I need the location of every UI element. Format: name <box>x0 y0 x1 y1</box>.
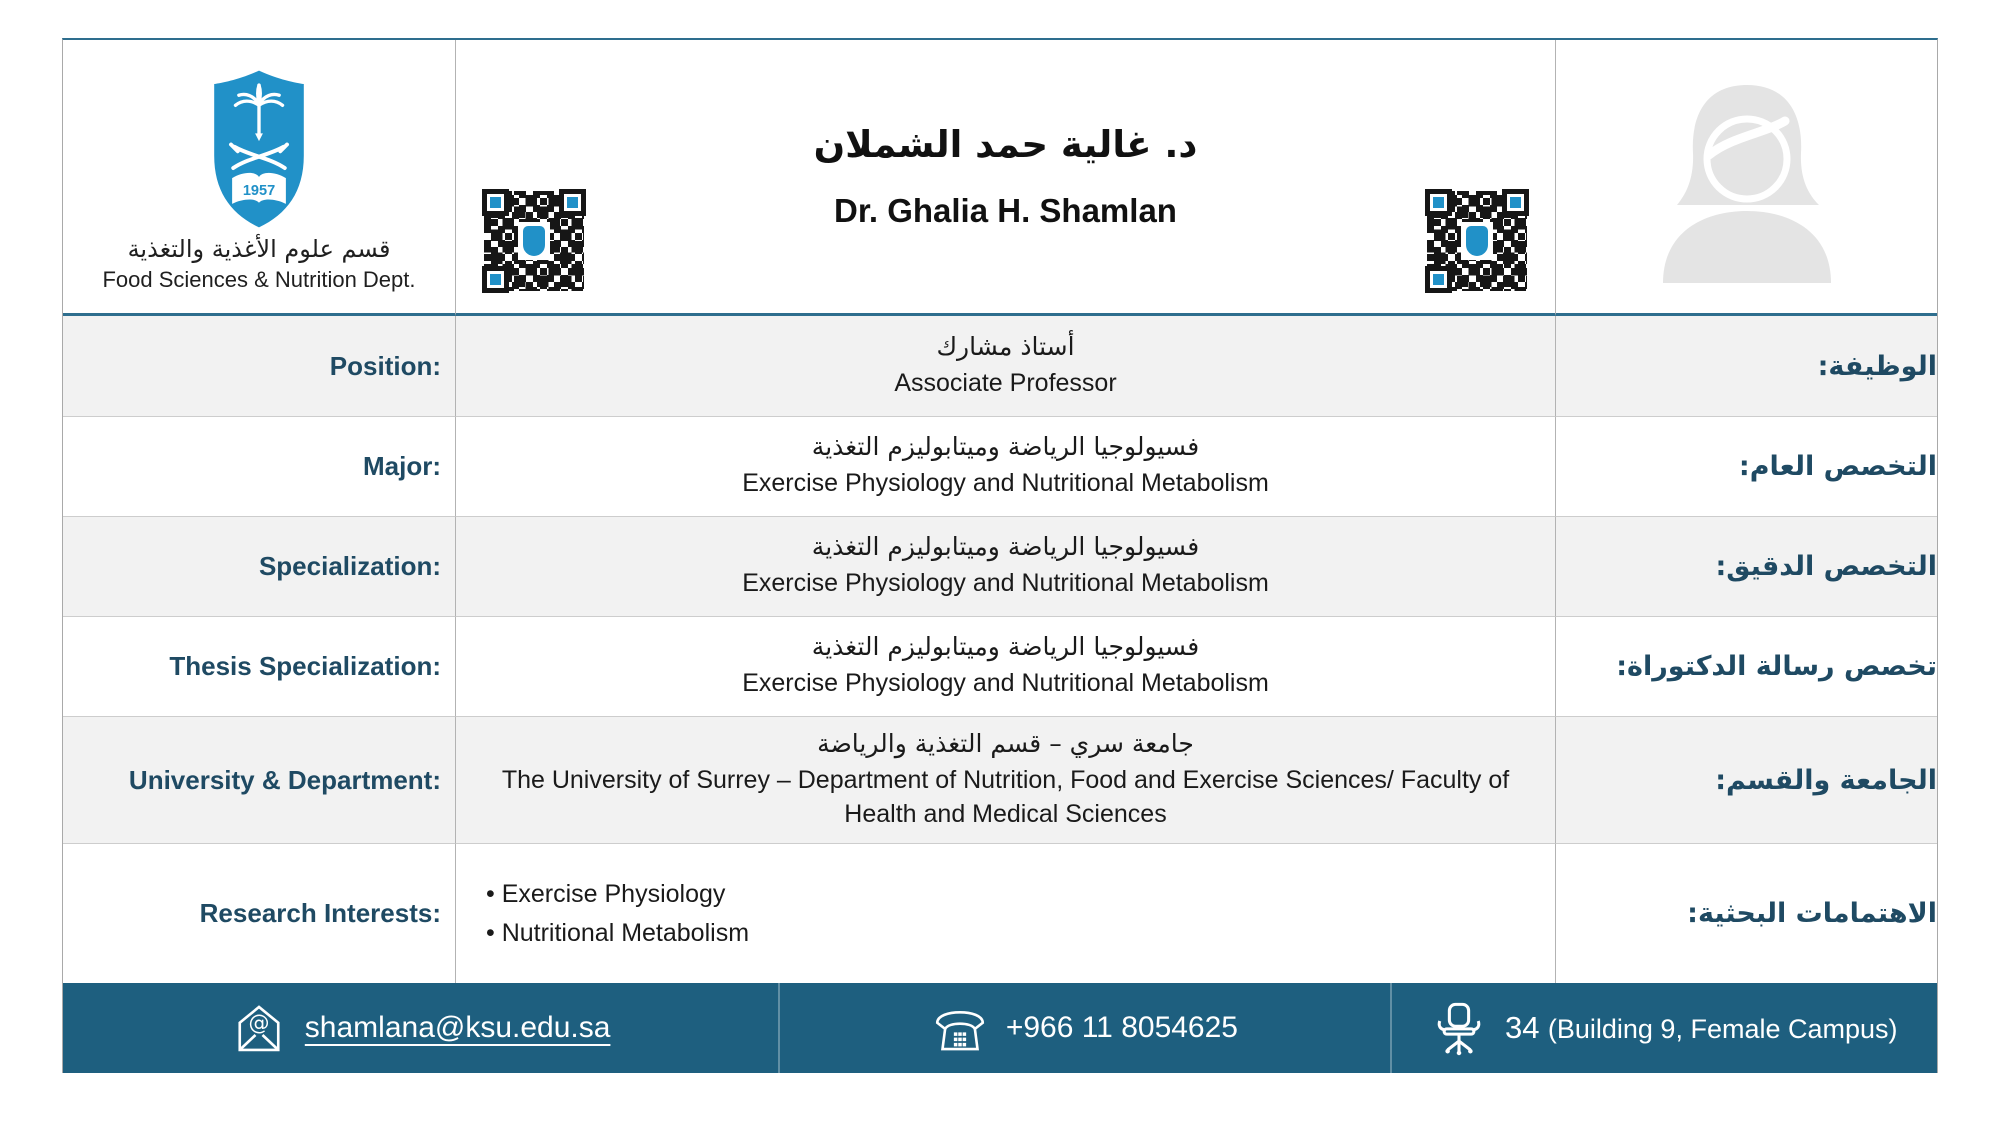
profile-table <box>63 40 1937 983</box>
qr-code-right <box>1421 185 1533 297</box>
header-department-cell <box>63 40 455 316</box>
value-arabic: فسيولوجيا الرياضة وميتابوليزم التغذية <box>811 632 1200 662</box>
value-english: Exercise Physiology and Nutritional Metabolism <box>742 669 1269 698</box>
row-label-university-ar: الجامعة والقسم: <box>1555 716 1937 843</box>
faculty-name-block <box>590 123 1421 230</box>
department-name-english: Food Sciences & Nutrition Dept. <box>102 266 416 292</box>
row-value-thesis <box>455 616 1555 716</box>
faculty-profile-card <box>62 38 1938 1073</box>
contact-bar <box>63 983 1937 1073</box>
qr-code-left <box>478 185 590 297</box>
faculty-name-arabic: د. غالية حمد الشملان <box>813 123 1198 166</box>
office-chair-icon <box>1431 1000 1487 1056</box>
qr-finder-icon <box>559 189 586 216</box>
department-name-arabic: قسم علوم الأغذية والتغذية <box>127 234 391 263</box>
value-english: The University of Surrey – Department of Nutrition, Food and Exercise Sciences/ Faculty of Health and Medical Sciences <box>501 765 1510 828</box>
row-label-specialization-ar: التخصص الدقيق: <box>1555 516 1937 616</box>
qr-finder-icon <box>482 189 509 216</box>
header-photo-cell <box>1555 40 1937 316</box>
contact-email-section <box>63 983 778 1073</box>
row-value-university <box>455 716 1555 843</box>
value-arabic: أستاذ مشارك <box>936 331 1075 361</box>
contact-office-section <box>1390 983 1937 1073</box>
qr-center-logo-icon <box>518 222 550 260</box>
qr-finder-icon <box>1502 189 1529 216</box>
faculty-name-english: Dr. Ghalia H. Shamlan <box>834 192 1177 229</box>
row-value-specialization <box>455 516 1555 616</box>
row-label-thesis: Thesis Specialization: <box>63 616 455 716</box>
contact-phone-section <box>778 983 1389 1073</box>
value-arabic: فسيولوجيا الرياضة وميتابوليزم التغذية <box>811 532 1200 562</box>
telephone-icon <box>932 1000 988 1056</box>
value-arabic: جامعة سري – قسم التغذية والرياضة <box>817 728 1194 758</box>
row-label-research: Research Interests: <box>63 843 455 983</box>
row-label-specialization: Specialization: <box>63 516 455 616</box>
row-label-position: Position: <box>63 316 455 416</box>
row-label-major-ar: التخصص العام: <box>1555 416 1937 516</box>
ksu-university-logo <box>203 67 315 231</box>
header-name-cell <box>455 40 1555 316</box>
qr-finder-icon <box>1425 266 1452 293</box>
qr-finder-icon <box>1425 189 1452 216</box>
research-interest-item: • Nutritional Metabolism <box>486 919 749 948</box>
row-label-university: University & Department: <box>63 716 455 843</box>
qr-finder-icon <box>482 266 509 293</box>
row-label-position-ar: الوظيفة: <box>1555 316 1937 416</box>
value-english: Exercise Physiology and Nutritional Metabolism <box>742 569 1269 598</box>
avatar-placeholder-icon <box>1647 71 1847 283</box>
value-arabic: فسيولوجيا الرياضة وميتابوليزم التغذية <box>811 432 1200 462</box>
office-location: 34 (Building 9, Female Campus) <box>1505 1010 1898 1045</box>
email-envelope-icon <box>231 1000 287 1056</box>
research-interest-item: • Exercise Physiology <box>486 880 725 909</box>
row-value-position <box>455 316 1555 416</box>
svg-text:@: @ <box>248 1010 270 1035</box>
phone-number: +966 11 8054625 <box>1005 1011 1238 1044</box>
value-english: Exercise Physiology and Nutritional Metabolism <box>742 469 1269 498</box>
logo-year: 1957 <box>242 182 276 199</box>
row-label-research-ar: الاهتمامات البحثية: <box>1555 843 1937 983</box>
value-english: Associate Professor <box>894 368 1117 397</box>
row-value-major <box>455 416 1555 516</box>
row-label-major: Major: <box>63 416 455 516</box>
qr-center-logo-icon <box>1461 222 1493 260</box>
email-link[interactable]: shamlana@ksu.edu.sa <box>304 1011 611 1044</box>
row-value-research <box>455 843 1555 983</box>
row-label-thesis-ar: تخصص رسالة الدكتوراة: <box>1555 616 1937 716</box>
